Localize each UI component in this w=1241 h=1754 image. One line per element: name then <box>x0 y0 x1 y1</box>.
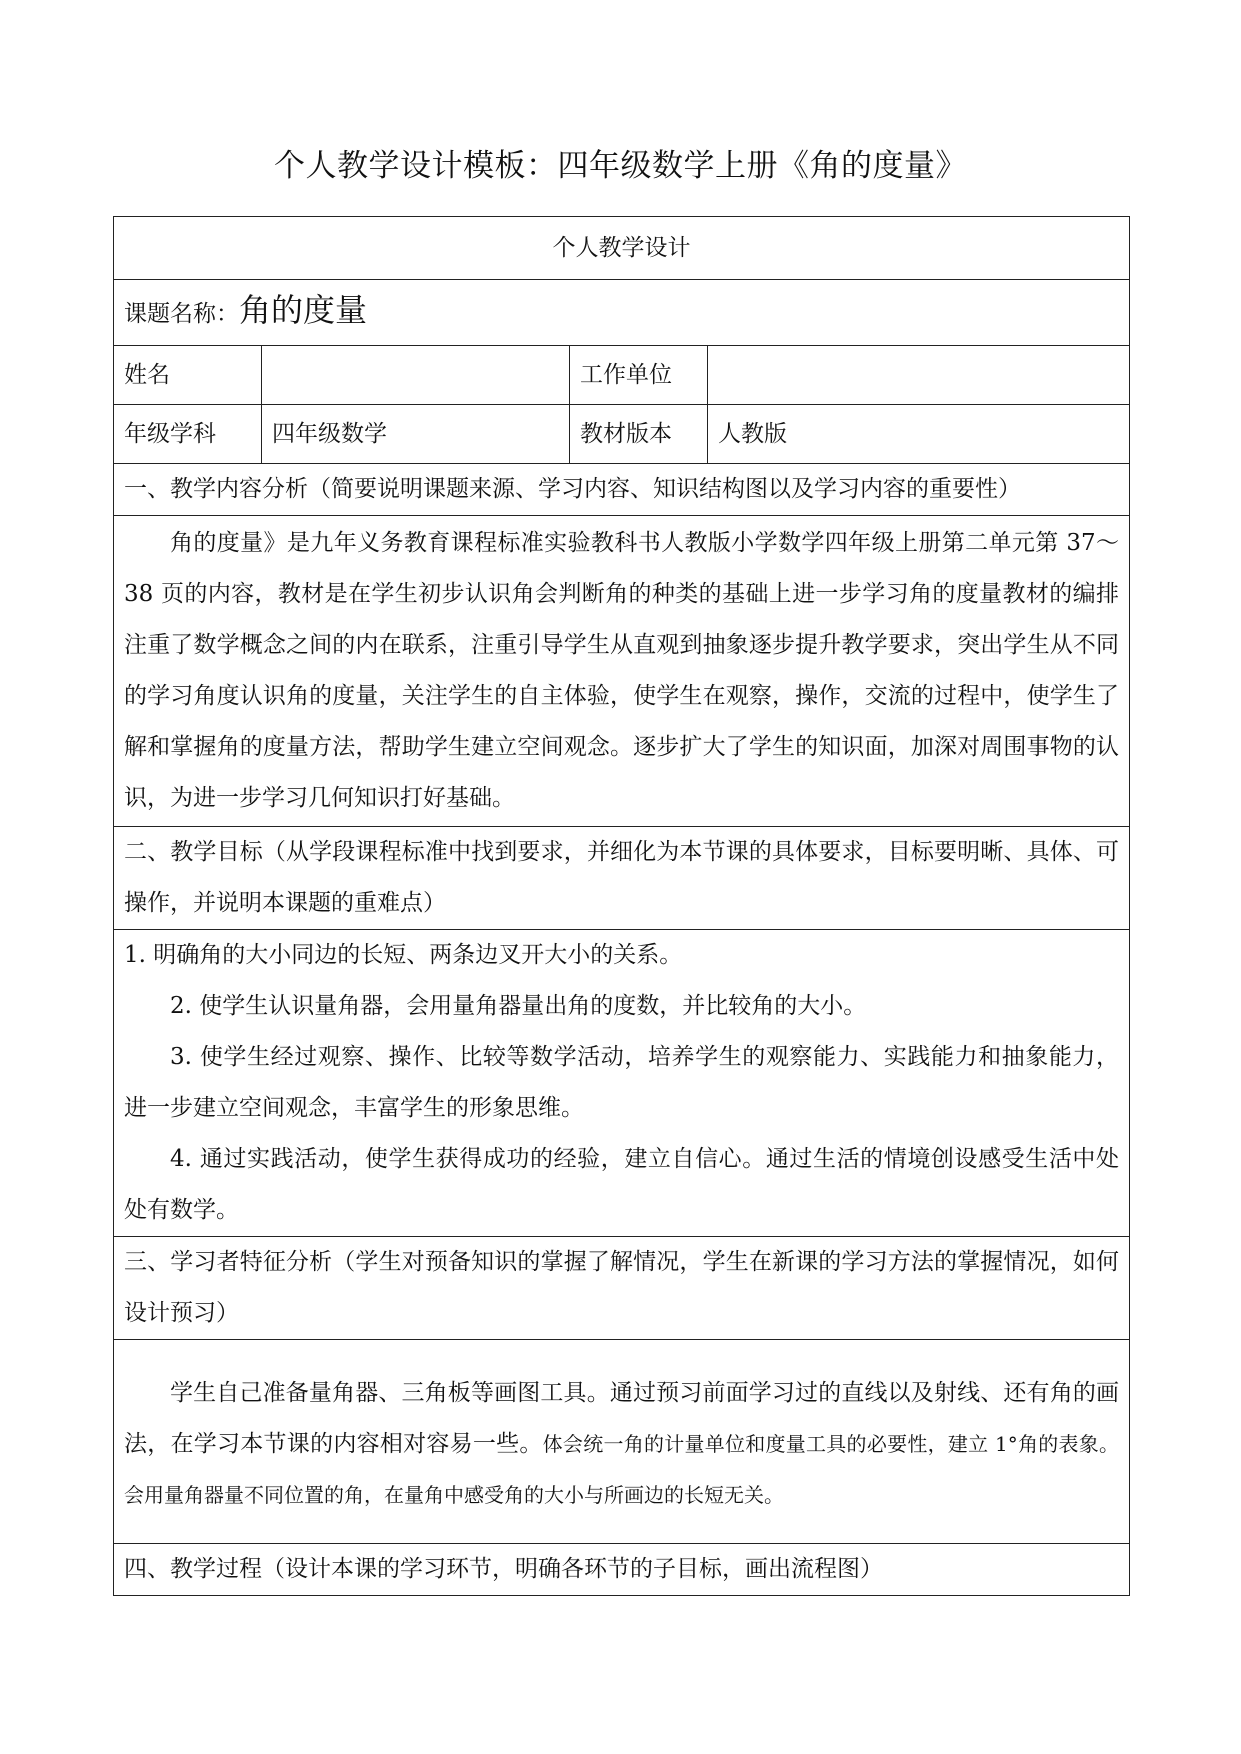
name-row <box>114 346 1130 405</box>
learner-analysis-main-text: 学生自己准备量角器、三角板等画图工具。通过预习前面学习过的直线以及射线、还有角的画法，在学习本节课的内容相对容易一些。 <box>124 1380 1119 1457</box>
learner-analysis-body-cell <box>114 1340 1130 1544</box>
learner-analysis-small-text: 体会统一角的计量单位和度量工具的必要性，建立 1°角的表象。会用量角器量不同位置的角，在量角中感受角的大小与所画边的长短无关。 <box>124 1432 1120 1507</box>
objectives-body-cell <box>114 930 1130 1237</box>
objectives-body-row <box>114 930 1130 1237</box>
content-analysis-heading: 一、教学内容分析（简要说明课题来源、学习内容、知识结构图以及学习内容的重要性） <box>114 464 1130 516</box>
content-analysis-heading-row <box>114 464 1130 516</box>
edition-label: 教材版本 <box>570 405 708 464</box>
objectives-heading: 二、教学目标（从学段课程标准中找到要求，并细化为本节课的具体要求，目标要明晰、具体、可操作，并说明本课题的重难点） <box>124 839 1119 916</box>
objective-item-3: 3. 使学生经过观察、操作、比较等数学活动，培养学生的观察能力、实践能力和抽象能力，进一步建立空间观念，丰富学生的形象思维。 <box>124 1044 1119 1121</box>
course-cell <box>114 280 1130 346</box>
unit-label: 工作单位 <box>570 346 708 405</box>
objective-item-2: 2. 使学生认识量角器，会用量角器量出角的度数，并比较角的大小。 <box>170 993 867 1019</box>
edition-value: 人教版 <box>708 405 1130 464</box>
learner-analysis-body-row <box>114 1340 1130 1544</box>
objectives-heading-row <box>114 827 1130 930</box>
form-header: 个人教学设计 <box>114 217 1130 280</box>
content-analysis-body-cell <box>114 516 1130 827</box>
grade-row <box>114 405 1130 464</box>
course-row <box>114 280 1130 346</box>
document-title: 个人教学设计模板：四年级数学上册《角的度量》 <box>274 148 967 184</box>
name-value <box>262 346 570 405</box>
content-analysis-body-row <box>114 516 1130 827</box>
learner-analysis-heading: 三、学习者特征分析（学生对预备知识的掌握了解情况，学生在新课的学习方法的掌握情况，如何设计预习） <box>124 1249 1119 1326</box>
grade-label: 年级学科 <box>114 405 262 464</box>
objective-item-4: 4. 通过实践活动，使学生获得成功的经验，建立自信心。通过生活的情境创设感受生活中处处有数学。 <box>124 1146 1119 1223</box>
name-label: 姓名 <box>114 346 262 405</box>
form-header-row <box>114 217 1130 280</box>
learner-analysis-body <box>124 1368 1119 1521</box>
course-value: 角的度量 <box>239 291 368 329</box>
learner-analysis-heading-cell <box>114 1237 1130 1340</box>
objectives-heading-cell <box>114 827 1130 930</box>
process-heading-row <box>114 1544 1130 1596</box>
objective-item-1: 1. 明确角的大小同边的长短、两条边叉开大小的关系。 <box>124 942 683 968</box>
content-analysis-body: 角的度量》是九年义务教育课程标准实验教科书人教版小学数学四年级上册第二单元第 37～38 页的内容，教材是在学生初步认识角会判断角的种类的基础上进一步学习角的度量教材的编排注重了数学概念之间的内在联系，注重引导学生从直观到抽象逐步提升教学要求，突出学生从不同的学习角度认识角的度量，关注学生的自主体验，使学生在观察，操作，交流的过程中，使学生了解和掌握角的度量方法，帮助学生建立空间观念。逐步扩大了学生的知识面，加深对周围事物的认识，为进一步学习几何知识打好基础。 <box>124 530 1119 811</box>
learner-analysis-heading-row <box>114 1237 1130 1340</box>
process-heading: 四、教学过程（设计本课的学习环节，明确各环节的子目标，画出流程图） <box>114 1544 1130 1596</box>
grade-value: 四年级数学 <box>262 405 570 464</box>
unit-value <box>708 346 1130 405</box>
course-label: 课题名称： <box>124 301 239 327</box>
lesson-design-form <box>113 216 1130 1596</box>
